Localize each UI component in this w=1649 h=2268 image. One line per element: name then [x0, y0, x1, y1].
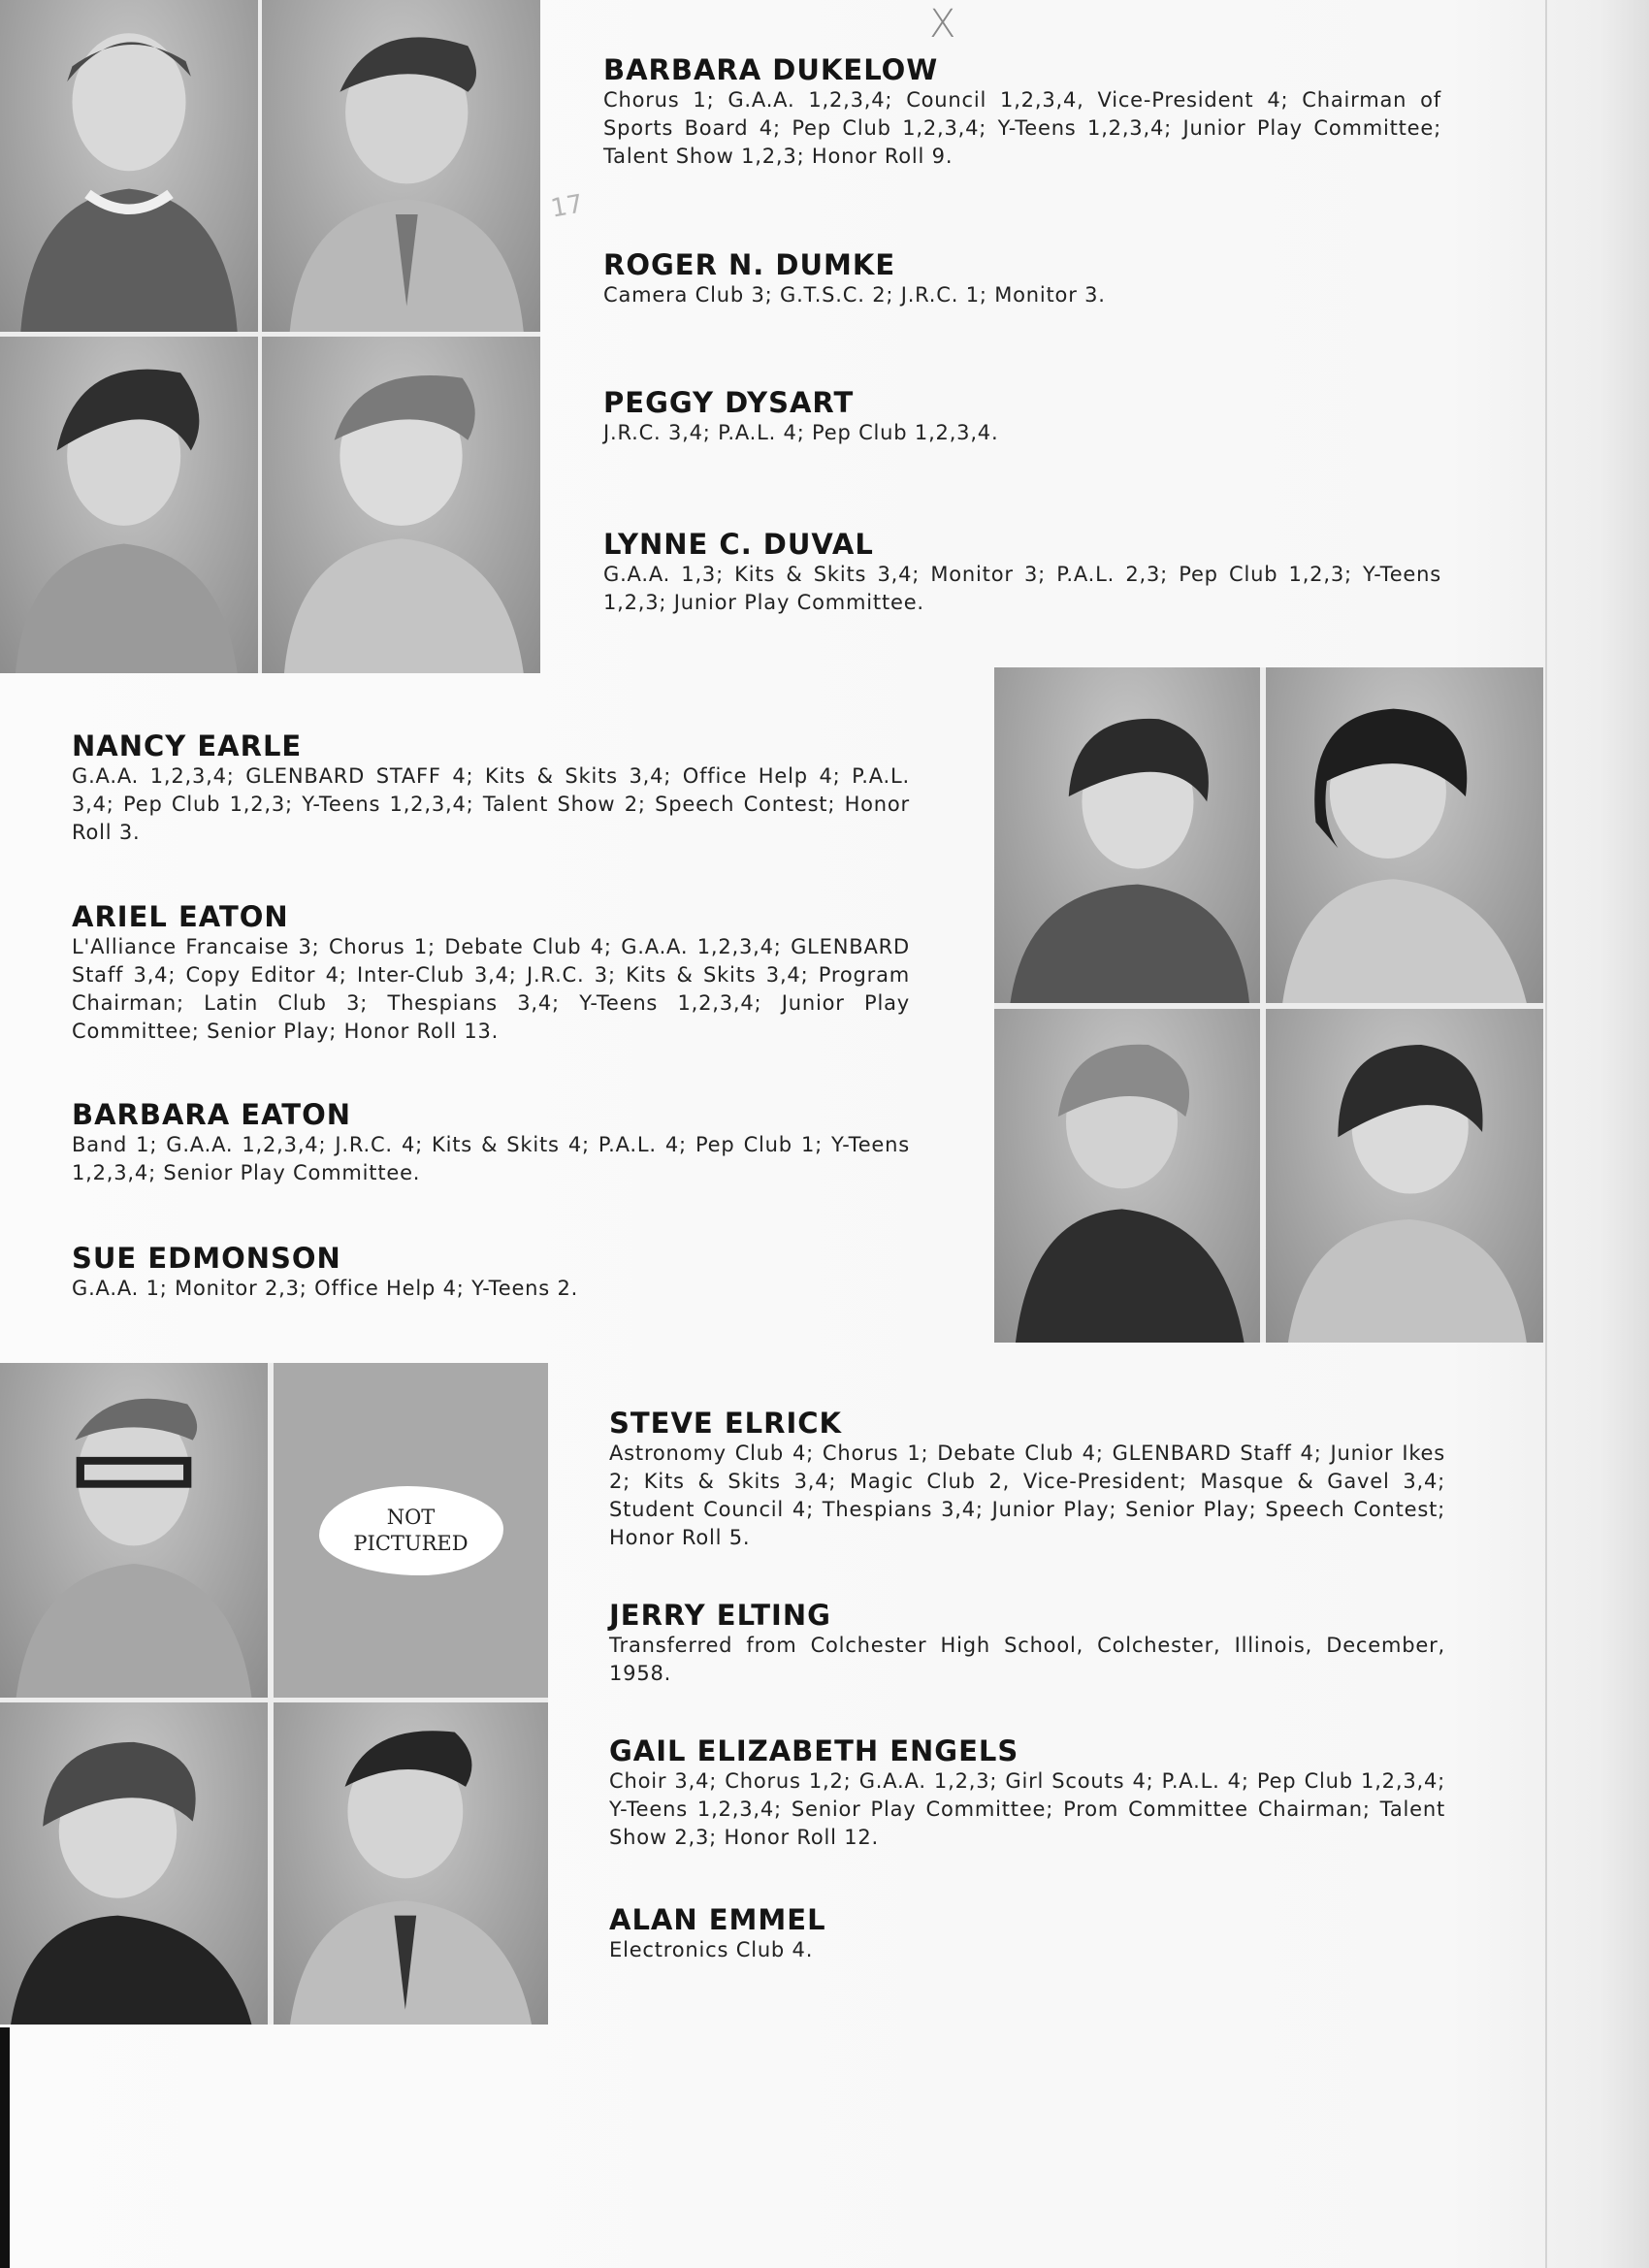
- senior-activities: L'Alliance Francaise 3; Chorus 1; Debate Club 4; G.A.A. 1,2,3,4; GLENBARD Staff 3,4; Copy Editor 4; Inter-Club 3,4; J.R.C. 3; Kits & Skits 3,4; Program Chairman; Latin Club 3; Thespians 3,4; Y-Teens 1,2,3,4; Junior Play Committee; Senior Play; Honor Roll 13.: [72, 935, 910, 1043]
- senior-entry-steve-elrick: [609, 1407, 1445, 1552]
- photo-block-middle: [994, 667, 1543, 1343]
- scan-edge-bar: [0, 2027, 10, 2268]
- portrait-photo-roger-dumke: [262, 0, 540, 332]
- senior-activities: Electronics Club 4.: [609, 1938, 814, 1961]
- portrait-photo-gail-engels: [0, 1702, 268, 2025]
- portrait-photo-barbara-eaton: [994, 1009, 1260, 1343]
- senior-activities: G.A.A. 1; Monitor 2,3; Office Help 4; Y-Teens 2.: [72, 1277, 579, 1300]
- margin-x-mark: X: [929, 2, 956, 47]
- senior-activities: Camera Club 3; G.T.S.C. 2; J.R.C. 1; Monitor 3.: [603, 283, 1106, 307]
- senior-name: LYNNE C. DUVAL: [603, 528, 874, 561]
- not-pictured-line1: NOT: [386, 1505, 436, 1529]
- senior-name: BARBARA DUKELOW: [603, 53, 939, 86]
- portrait-photo-lynne-duval: [262, 337, 540, 673]
- senior-entry-barbara-eaton: [72, 1098, 910, 1187]
- portrait-photo-jerry-elting-placeholder: [274, 1363, 548, 1698]
- senior-name: SUE EDMONSON: [72, 1242, 341, 1275]
- senior-entry-jerry-elting: [609, 1599, 1445, 1688]
- senior-entry-sue-edmonson: [72, 1242, 910, 1303]
- photo-block-top: [0, 0, 540, 673]
- senior-entry-barbara-dukelow: [603, 53, 1441, 171]
- senior-name: ARIEL EATON: [72, 900, 289, 933]
- portrait-photo-barbara-dukelow: [0, 0, 258, 332]
- senior-activities: Band 1; G.A.A. 1,2,3,4; J.R.C. 4; Kits & Skits 4; P.A.L. 4; Pep Club 1; Y-Teens 1,2,3,4; Senior Play Committee.: [72, 1133, 910, 1184]
- portrait-photo-peggy-dysart: [0, 337, 258, 673]
- senior-name: GAIL ELIZABETH ENGELS: [609, 1734, 1019, 1767]
- senior-entry-gail-engels: [609, 1734, 1445, 1852]
- page-edge: [1545, 0, 1547, 2268]
- senior-activities: Choir 3,4; Chorus 1,2; G.A.A. 1,2,3; Girl Scouts 4; P.A.L. 4; Pep Club 1,2,3,4; Y-Teens 1,2,3,4; Senior Play Committee; Prom Committee Chairman; Talent Show 2,3; Honor Roll 12.: [609, 1769, 1445, 1849]
- portrait-photo-ariel-eaton: [1266, 667, 1543, 1003]
- senior-activities: J.R.C. 3,4; P.A.L. 4; Pep Club 1,2,3,4.: [603, 421, 999, 444]
- portrait-photo-sue-edmonson: [1266, 1009, 1543, 1343]
- senior-name: ALAN EMMEL: [609, 1903, 826, 1936]
- senior-activities: Transferred from Colchester High School, Colchester, Illinois, December, 1958.: [609, 1634, 1445, 1685]
- senior-activities: Chorus 1; G.A.A. 1,2,3,4; Council 1,2,3,4, Vice-President 4; Chairman of Sports Board 4; Pep Club 1,2,3,4; Y-Teens 1,2,3,4; Junior Play Committee; Talent Show 1,2,3; Honor Roll 9.: [603, 88, 1441, 168]
- portrait-photo-nancy-earle: [994, 667, 1260, 1003]
- margin-number-mark: 17: [548, 189, 586, 224]
- not-pictured-badge: [319, 1486, 503, 1575]
- senior-activities: G.A.A. 1,2,3,4; GLENBARD STAFF 4; Kits & Skits 3,4; Office Help 4; P.A.L. 3,4; Pep Club 1,2,3; Y-Teens 1,2,3,4; Talent Show 2; Speech Contest; Honor Roll 3.: [72, 764, 910, 844]
- senior-name: STEVE ELRICK: [609, 1407, 842, 1440]
- senior-name: ROGER N. DUMKE: [603, 248, 896, 281]
- senior-entry-lynne-duval: [603, 528, 1441, 617]
- senior-name: BARBARA EATON: [72, 1098, 352, 1131]
- senior-activities: G.A.A. 1,3; Kits & Skits 3,4; Monitor 3; P.A.L. 2,3; Pep Club 1,2,3; Y-Teens 1,2,3; Junior Play Committee.: [603, 563, 1441, 614]
- senior-entry-roger-dumke: [603, 248, 1441, 309]
- photo-block-bottom: [0, 1363, 548, 2025]
- senior-entry-nancy-earle: [72, 729, 910, 847]
- senior-name: PEGGY DYSART: [603, 386, 855, 419]
- senior-entry-peggy-dysart: [603, 386, 1441, 447]
- senior-entry-ariel-eaton: [72, 900, 910, 1046]
- portrait-photo-steve-elrick: [0, 1363, 268, 1698]
- senior-entry-alan-emmel: [609, 1903, 1445, 1964]
- senior-name: NANCY EARLE: [72, 729, 303, 762]
- portrait-photo-alan-emmel: [274, 1702, 548, 2025]
- senior-name: JERRY ELTING: [609, 1599, 831, 1632]
- senior-activities: Astronomy Club 4; Chorus 1; Debate Club 4; GLENBARD Staff 4; Junior Ikes 2; Kits & Skits 3,4; Magic Club 2, Vice-President; Masque & Gavel 3,4; Student Council 4; Thespians 3,4; Junior Play; Senior Play; Speech Contest; Honor Roll 5.: [609, 1442, 1445, 1549]
- not-pictured-line2: PICTURED: [353, 1531, 469, 1555]
